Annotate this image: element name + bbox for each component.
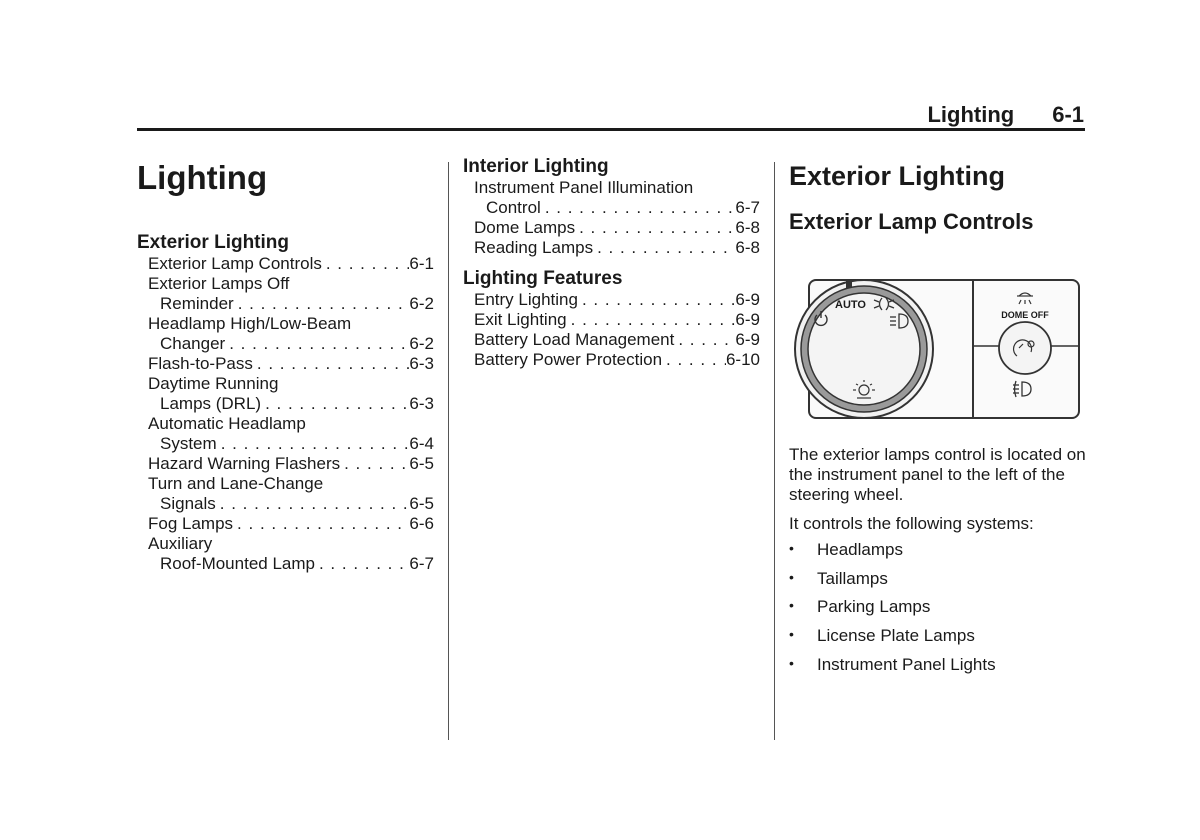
toc-section-exterior-lighting: Exterior Lighting (137, 232, 289, 253)
list-item (789, 597, 1089, 617)
list-item (789, 626, 1089, 646)
toc-entry (463, 310, 760, 330)
toc-page-ref: 6-3 (409, 394, 434, 413)
list-item (789, 540, 1089, 560)
toc-entry (137, 334, 434, 354)
toc-entry (137, 494, 434, 514)
toc-page-ref: 6-8 (735, 238, 760, 257)
toc-entry-title: Flash-to-Pass (148, 354, 253, 373)
toc-entry-title: Exterior Lamp Controls (148, 254, 322, 273)
toc-page-ref: 6-9 (735, 290, 760, 309)
header-rule (137, 128, 1085, 131)
toc-leader-dots (217, 434, 410, 454)
toc-entry (137, 354, 434, 374)
toc-entry-title: Signals (160, 494, 216, 513)
toc-leader-dots (340, 454, 409, 474)
toc-entry-title: Turn and Lane-Change (148, 474, 324, 493)
toc-page-ref: 6-1 (409, 254, 434, 273)
auto-label: AUTO (835, 299, 866, 311)
middle-column (463, 156, 760, 370)
toc-entry (463, 330, 760, 350)
running-head-title: Lighting (927, 102, 1015, 127)
toc-leader-dots (216, 494, 410, 514)
toc-page-ref: 6-2 (409, 334, 434, 353)
toc-entry-title: Battery Load Management (474, 330, 675, 349)
bullet-glyph: • (789, 626, 794, 643)
list-item (789, 655, 1089, 675)
toc-entry-title: Battery Power Protection (474, 350, 663, 369)
toc-leader-dots (233, 514, 409, 534)
toc-entry (137, 534, 434, 554)
toc-entry-title: Reading Lamps (474, 238, 594, 257)
toc-leader-dots (541, 198, 736, 218)
toc-entry-title: Lamps (DRL) (160, 394, 262, 413)
page-number: 6-1 (1052, 102, 1084, 127)
toc-entry (463, 218, 760, 238)
toc-page-ref: 6-3 (409, 354, 434, 373)
toc-entry-title: Reminder (160, 294, 234, 313)
toc-entry-title: Dome Lamps (474, 218, 576, 237)
toc-entry (137, 514, 434, 534)
toc-page-ref: 6-7 (409, 554, 434, 573)
toc-leader-dots (674, 330, 735, 350)
toc-leader-dots (662, 350, 726, 370)
toc-entry-title: Entry Lighting (474, 290, 578, 309)
toc-entry (463, 178, 760, 198)
toc-leader-dots (575, 218, 735, 238)
toc-entry-title: Changer (160, 334, 226, 353)
subsection-heading: Exterior Lamp Controls (789, 209, 1034, 234)
column-divider-2 (774, 162, 775, 740)
list-item-text: Instrument Panel Lights (817, 654, 996, 674)
bullet-glyph: • (789, 568, 794, 585)
toc-leader-dots (578, 290, 735, 310)
toc-leader-dots (593, 238, 735, 258)
running-head (927, 102, 1084, 128)
toc-leader-dots (234, 294, 410, 314)
toc-page-ref: 6-6 (409, 514, 434, 533)
exterior-lamp-control-illustration (789, 278, 1081, 420)
toc-page-ref: 6-5 (409, 494, 434, 513)
toc-entry-title: Automatic Headlamp (148, 414, 306, 433)
list-item-text: Parking Lamps (817, 597, 931, 617)
systems-list (789, 540, 1089, 675)
paragraph: It controls the following systems: (789, 514, 1034, 533)
toc-page-ref: 6-4 (409, 434, 434, 453)
toc-section-interior-lighting: Interior Lighting (463, 156, 609, 177)
toc-entry (463, 290, 760, 310)
toc-page-ref: 6-7 (735, 198, 760, 217)
toc-entry-title: Daytime Running (148, 374, 279, 393)
paragraph: The exterior lamps control is located on the instrument panel to the left of the steering wheel. (789, 445, 1086, 504)
left-column (137, 156, 434, 574)
toc-page-ref: 6-9 (735, 310, 760, 329)
toc-leader-dots (261, 394, 409, 414)
toc-entry (137, 474, 434, 494)
toc-leader-dots (567, 310, 736, 330)
list-item (789, 569, 1089, 589)
toc-entry-title: Instrument Panel Illumination (474, 178, 694, 197)
bullet-glyph: • (789, 654, 794, 671)
column-divider-1 (448, 162, 449, 740)
toc-page-ref: 6-9 (735, 330, 760, 349)
toc-entry (463, 350, 760, 370)
toc-entry-title: Auxiliary (148, 534, 213, 553)
toc-entry-title: Fog Lamps (148, 514, 234, 533)
toc-entry (137, 294, 434, 314)
knob-indicator (846, 280, 852, 288)
bullet-glyph: • (789, 597, 794, 614)
toc-entry (463, 198, 760, 218)
toc-page-ref: 6-8 (735, 218, 760, 237)
toc-leader-dots (253, 354, 410, 374)
dome-off-label: DOME OFF (1001, 310, 1049, 320)
toc-entry (137, 394, 434, 414)
toc-page-ref: 6-10 (725, 350, 760, 369)
toc-entry-title: Roof-Mounted Lamp (160, 554, 315, 573)
toc-entry-title: Exterior Lamps Off (148, 274, 290, 293)
toc-entry (137, 414, 434, 434)
list-item-text: License Plate Lamps (817, 626, 975, 646)
chapter-title: Lighting (137, 159, 268, 196)
toc-page-ref: 6-5 (409, 454, 434, 473)
toc-entry (137, 554, 434, 574)
toc-list (463, 178, 760, 258)
toc-entry (137, 434, 434, 454)
section-heading: Exterior Lighting (789, 161, 1005, 191)
toc-entry (137, 314, 434, 334)
instrument-dimmer-wheel[interactable] (999, 322, 1051, 374)
list-item-text: Headlamps (817, 540, 903, 559)
list-item-text: Taillamps (817, 568, 888, 588)
toc-entry (137, 454, 434, 474)
toc-leader-dots (322, 254, 410, 274)
toc-list (137, 254, 434, 574)
toc-leader-dots (315, 554, 409, 574)
toc-entry-title: Headlamp High/Low-Beam (148, 314, 352, 333)
right-column (789, 156, 1089, 683)
toc-entry (463, 238, 760, 258)
toc-entry (137, 374, 434, 394)
toc-entry (137, 274, 434, 294)
toc-entry-title: Hazard Warning Flashers (148, 454, 341, 473)
toc-entry-title: Exit Lighting (474, 310, 567, 329)
toc-entry-title: Control (486, 198, 541, 217)
bullet-glyph: • (789, 540, 794, 556)
toc-leader-dots (225, 334, 409, 354)
toc-page-ref: 6-2 (409, 294, 434, 313)
toc-list (463, 290, 760, 370)
toc-section-lighting-features: Lighting Features (463, 268, 623, 289)
toc-entry (137, 254, 434, 274)
toc-entry-title: System (160, 434, 217, 453)
